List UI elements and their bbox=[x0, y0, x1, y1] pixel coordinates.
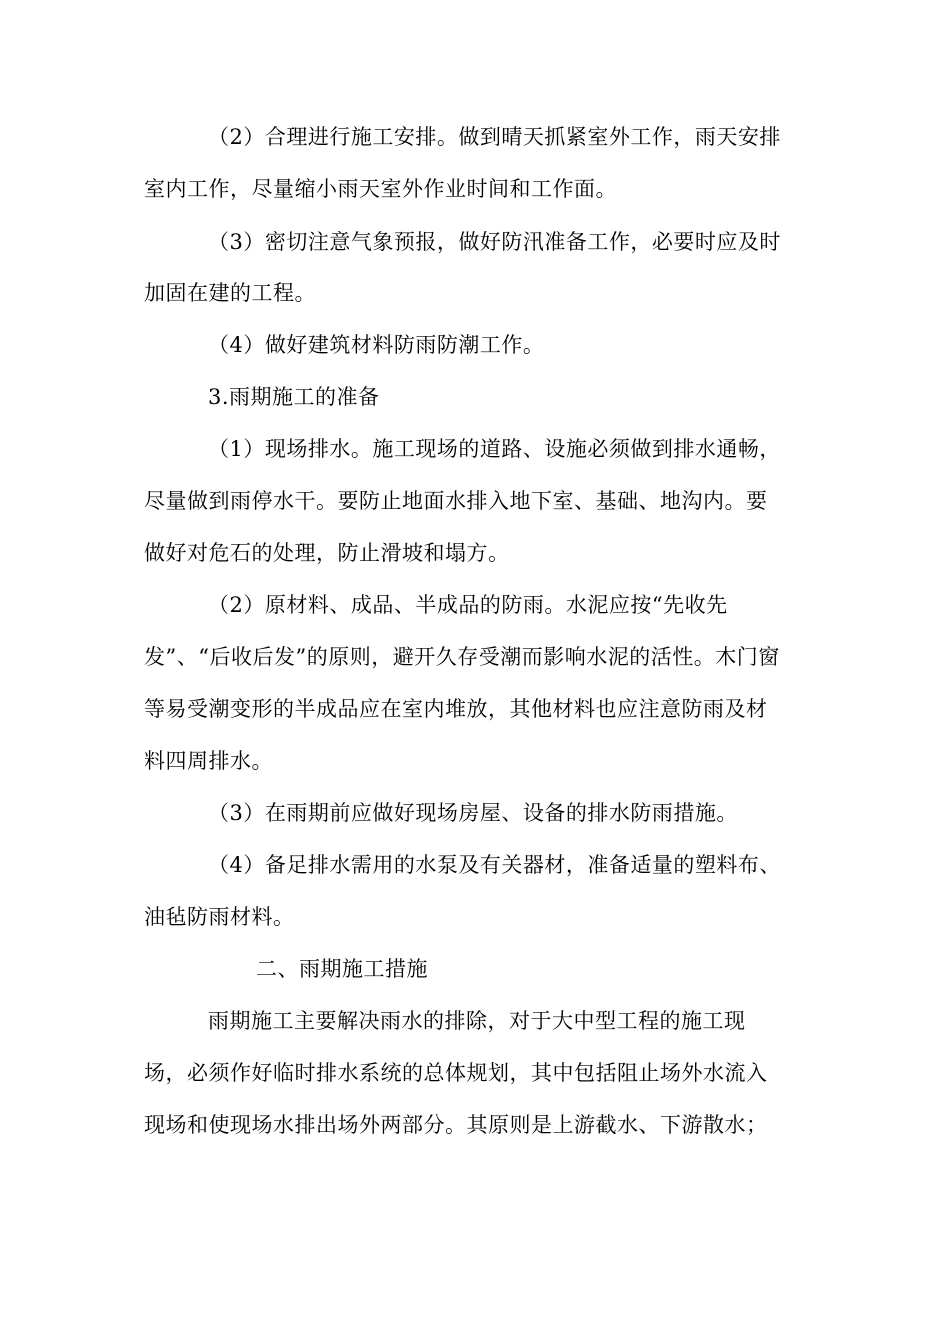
paragraph-line: 料四周排水。 bbox=[144, 749, 273, 773]
paragraph-line: （3）密切注意气象预报，做好防汛准备工作，必要时应及时 bbox=[208, 230, 781, 254]
paragraph-line: （4）备足排水需用的水泵及有关器材，准备适量的塑料布、 bbox=[208, 853, 781, 877]
paragraph-line: 发”、“后收后发”的原则，避开久存受潮而影响水泥的活性。木门窗 bbox=[144, 645, 780, 669]
section-heading: 3.雨期施工的准备 bbox=[208, 385, 380, 409]
paragraph-line: 尽量做到雨停水干。要防止地面水排入地下室、基础、地沟内。要 bbox=[144, 489, 768, 513]
paragraph-line: 现场和使现场水排出场外两部分。其原则是上游截水、下游散水； bbox=[144, 1113, 768, 1137]
paragraph-line: 雨期施工主要解决雨水的排除，对于大中型工程的施工现 bbox=[208, 1009, 746, 1033]
paragraph-line: 做好对危石的处理，防止滑坡和塌方。 bbox=[144, 541, 510, 565]
paragraph-line: （3）在雨期前应做好现场房屋、设备的排水防雨措施。 bbox=[208, 801, 738, 825]
paragraph-line: （2）原材料、成品、半成品的防雨。水泥应按“先收先 bbox=[208, 593, 728, 617]
paragraph-line: 场，必须作好临时排水系统的总体规划，其中包括阻止场外水流入 bbox=[144, 1061, 768, 1085]
paragraph-line: 加固在建的工程。 bbox=[144, 281, 316, 305]
paragraph-line: 等易受潮变形的半成品应在室内堆放，其他材料也应注意防雨及材 bbox=[144, 697, 768, 721]
paragraph-line: （2）合理进行施工安排。做到晴天抓紧室外工作，雨天安排 bbox=[208, 125, 781, 149]
paragraph-line: 室内工作，尽量缩小雨天室外作业时间和工作面。 bbox=[144, 177, 617, 201]
section-heading: 二、雨期施工措施 bbox=[256, 957, 428, 981]
paragraph-line: （4）做好建筑材料防雨防潮工作。 bbox=[208, 333, 545, 357]
paragraph-line: （1）现场排水。施工现场的道路、设施必须做到排水通畅， bbox=[208, 437, 781, 461]
paragraph-line: 油毡防雨材料。 bbox=[144, 905, 295, 929]
